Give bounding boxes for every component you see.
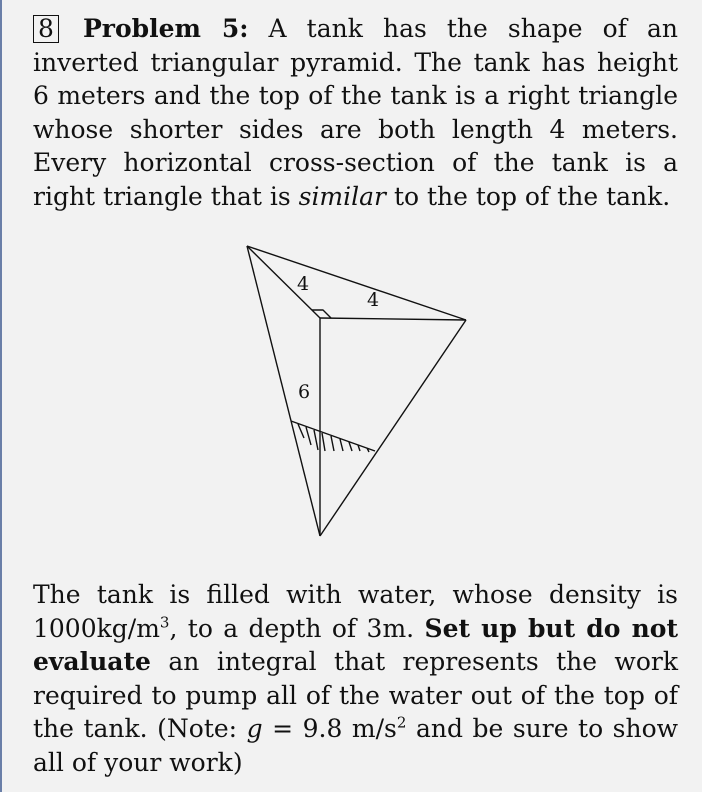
problem-number-box: 8 — [33, 15, 59, 43]
instruction-bold: Set up but do not evaluate — [33, 613, 678, 676]
top-edge-front — [320, 318, 466, 320]
gravity-symbol: g — [246, 714, 263, 743]
problem-title: Problem 5: — [83, 14, 249, 43]
question-text-1: The tank is filled with water, whose density is 1000kg/m — [33, 580, 678, 643]
problem-intro-text-end: to the top of the tank. — [393, 181, 671, 211]
density-exponent: 3 — [159, 613, 170, 632]
question-text-4: = 9.8 m/s — [272, 714, 397, 743]
question-text-2: , to a depth of 3m. — [169, 613, 415, 643]
problem-intro-text: A tank has the shape of an inverted triangular pyramid. The tank has height 6 meters and the top of the tank is a right triangle whose shorter sides are both length 4 meters. Every horizontal cross-section of the tank is a right triangle that is — [33, 14, 679, 211]
gravity-exponent: 2 — [396, 713, 407, 732]
question-text-3: an integral that represents the work required to pump all of the water out of the top of the tank. (Note: — [33, 647, 678, 743]
top-edge-long — [247, 246, 466, 320]
lateral-edge-right — [320, 320, 466, 536]
emphasis-similar: similar — [298, 181, 386, 211]
water-surface-hatch — [291, 421, 375, 452]
question-text-5: and be sure to show all of your work) — [33, 714, 679, 777]
label-left-edge: 4 — [296, 273, 310, 295]
question-text — [33, 578, 678, 779]
top-edge-back — [247, 246, 320, 318]
right-angle-mark — [312, 310, 331, 318]
label-right-edge: 4 — [366, 289, 380, 311]
label-height: 6 — [297, 381, 311, 403]
